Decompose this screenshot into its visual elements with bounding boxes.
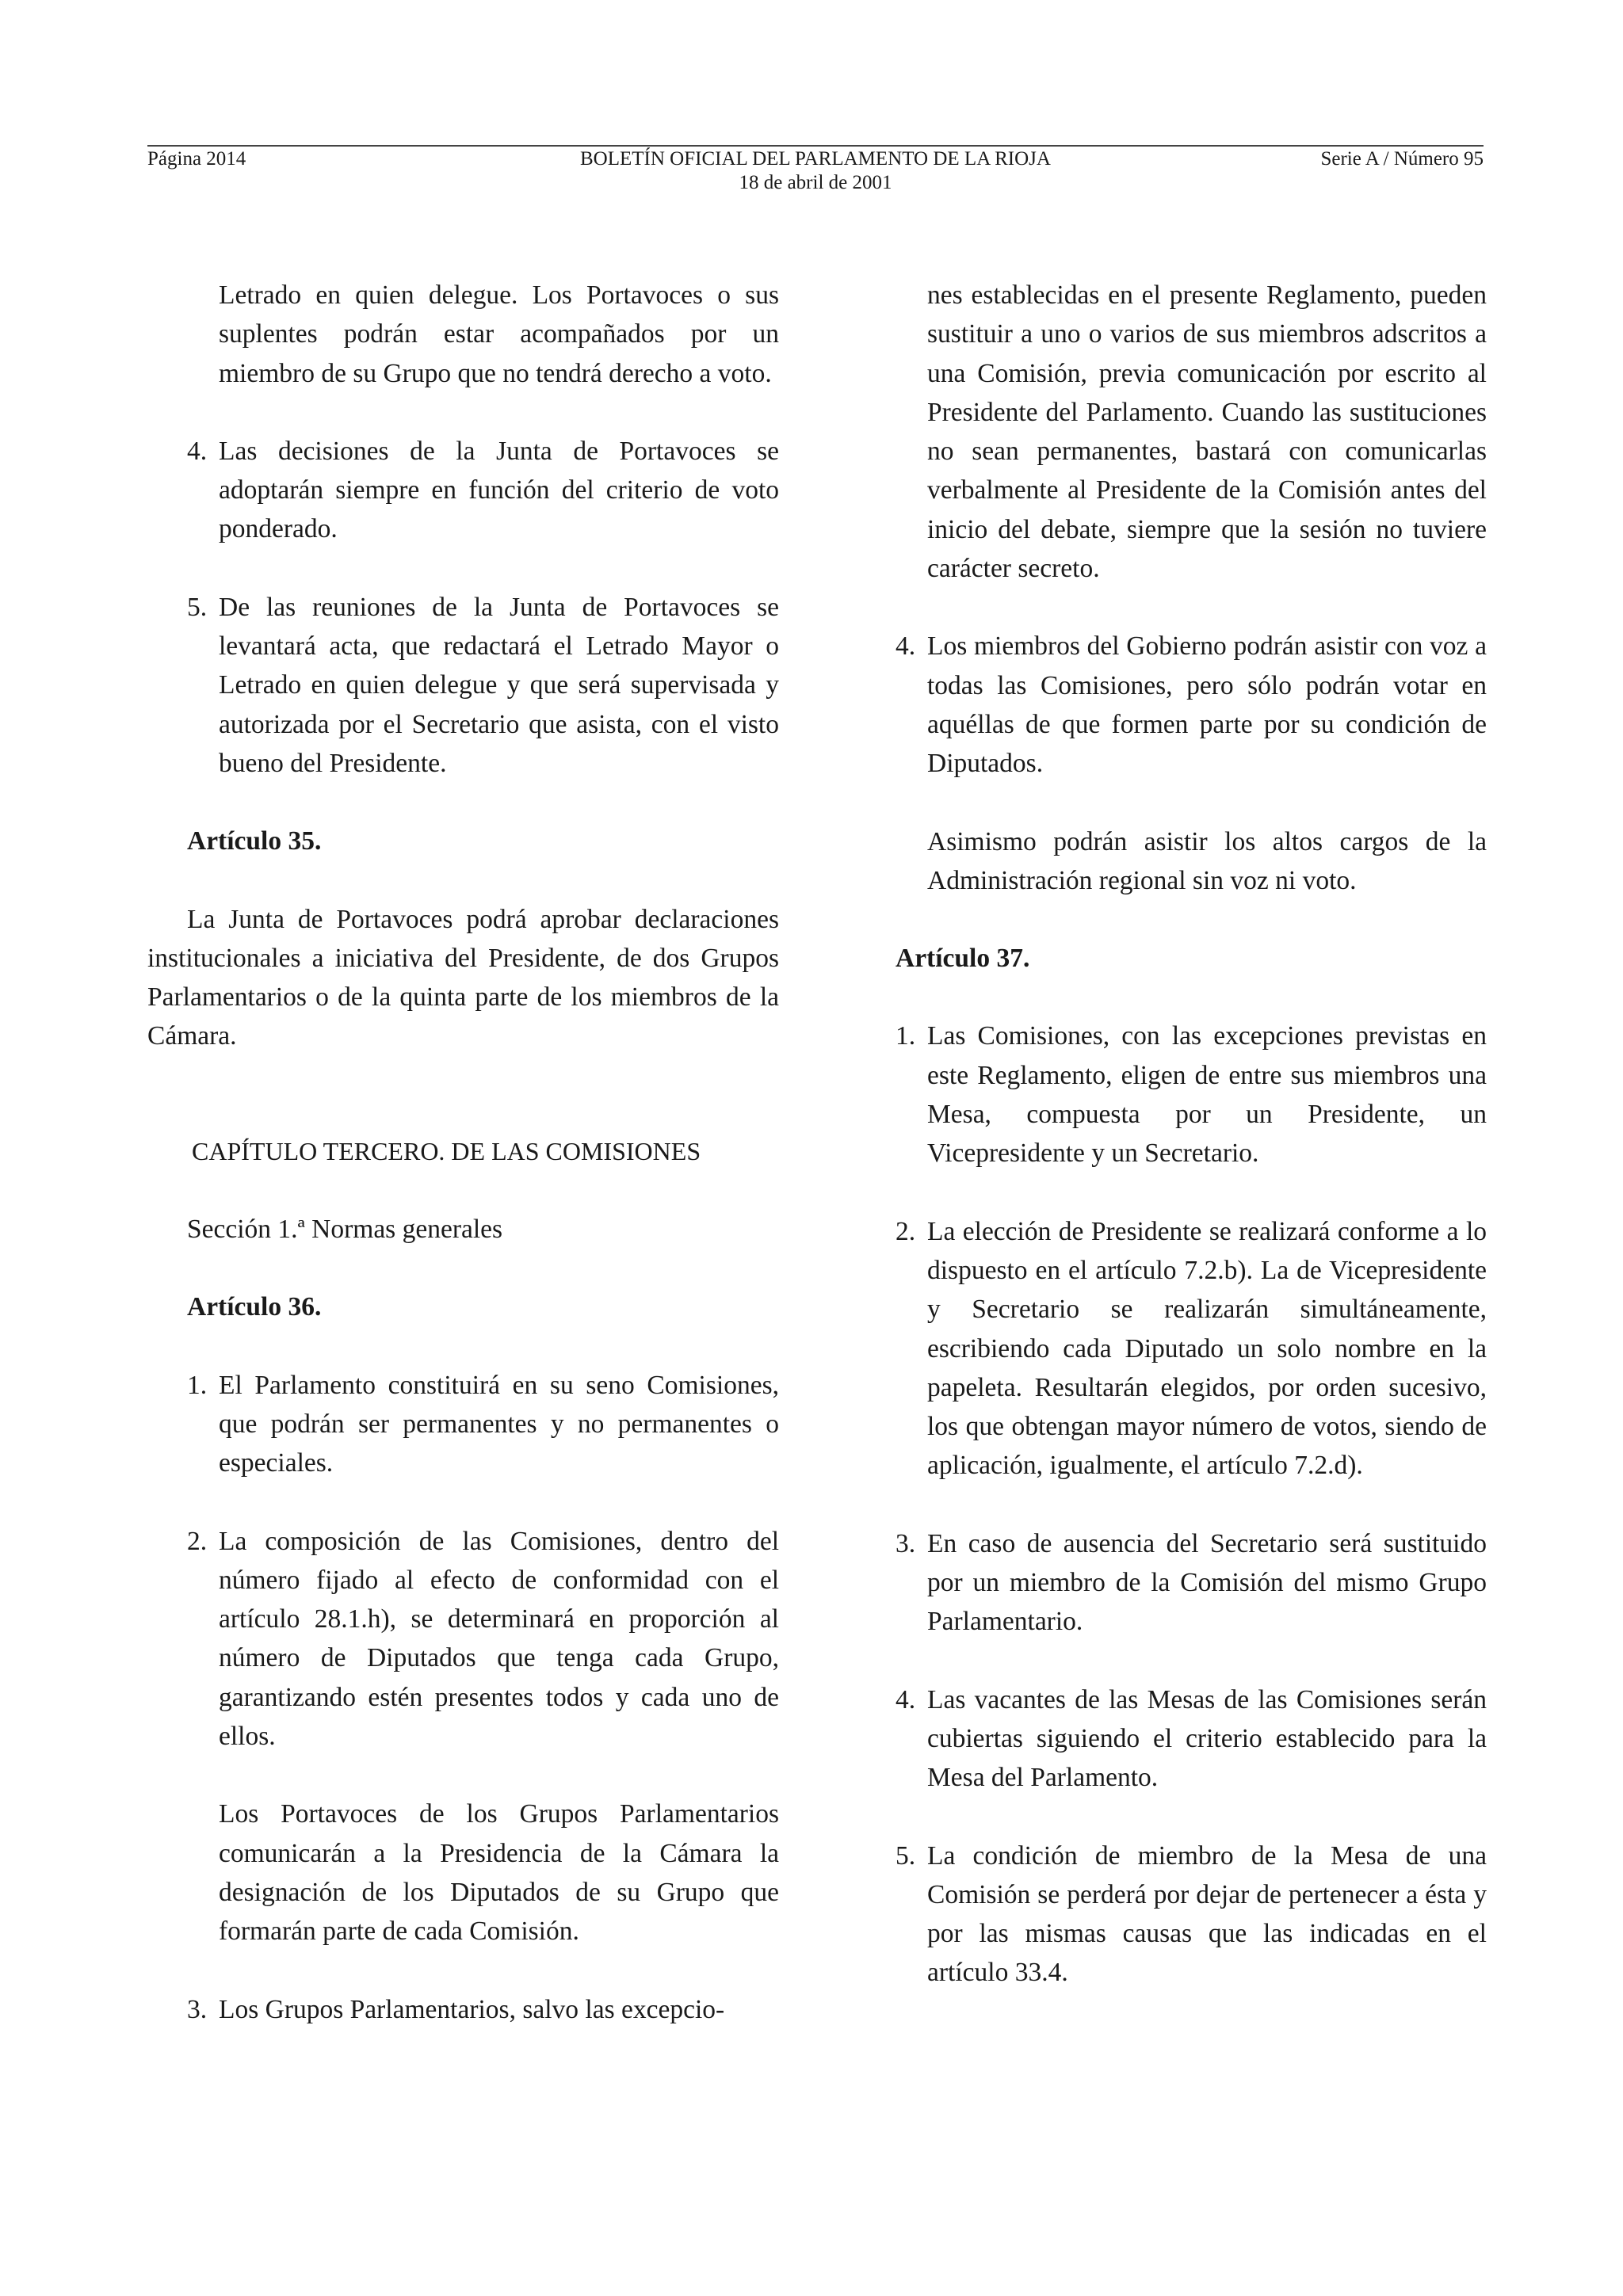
list-item [147,1990,779,2029]
article-heading: Artículo 35. [187,826,322,856]
item-text: Las Comisiones, con las excepciones previstas en este Reglamento, eligen de entre sus miembros una Mesa, compuesta por un Presidente, un Vicepresidente y un Secretario. [927,1021,1487,1169]
paragraph: Asimismo podrán asistir los altos cargos de la Administración regional sin voz ni voto. [927,826,1487,895]
item-text: De las reuniones de la Junta de Portavoces se levantará acta, que redactará el Letrado Mayor o Letrado en quien delegue y que será supervisada y autorizada por el Secretario que asista, con el visto bueno del Presidente. [219,592,779,778]
item-text: Los Grupos Parlamentarios, salvo las excepcio- [219,1994,725,2024]
item-number: 4. [187,436,208,466]
item-text: Las vacantes de las Mesas de las Comisiones serán cubiertas siguiendo el criterio establecido para la Mesa del Parlamento. [927,1684,1487,1793]
paragraph: nes establecidas en el presente Reglamento, pueden sustituir a uno o varios de sus miembros adscritos a una Comisión, previa comunicación por escrito al Presidente del Parlamento. Cuando las sustituciones no sean permanentes, bastará con comunicarlas verbalmente al Presidente de la Comisión antes del inicio del debate, siempre que la sesión no tuviere carácter secreto. [927,280,1487,584]
series-number: Serie A / Número 95 [1320,148,1484,170]
item-text: La condición de miembro de la Mesa de una Comisión se perderá por dejar de pertenecer a ésta y por las mismas causas que las indicadas en el artículo 33.4. [927,1840,1487,1988]
item-number: 4. [896,631,916,662]
item-text: La elección de Presidente se realizará conforme a lo dispuesto en el artículo 7.2.b). La de Vicepresidente y Secretario se realizarán simultáneamente, escribiendo cada Diputado un solo nombre en la papeleta. Resultarán elegidos, por orden sucesivo, los que obtengan mayor número de votos, siendo de aplicación, igualmente, el artículo 7.2.d). [927,1216,1487,1481]
item-number: 1. [896,1021,916,1051]
list-item [896,627,1487,783]
chapter-heading: CAPÍTULO TERCERO. DE LAS COMISIONES [192,1136,701,1165]
page-number: Página 2014 [147,148,246,170]
article-text: La Junta de Portavoces podrá aprobar declaraciones institucionales a iniciativa del Presidente, de dos Grupos Parlamentarios o de la quinta parte de los miembros de la Cámara. [147,904,779,1051]
paragraph: Letrado en quien delegue. Los Portavoces o sus suplentes podrán estar acompañados por un miembro de su Grupo que no tendrá derecho a voto. [219,280,779,388]
item-text: El Parlamento constituirá en su seno Comisiones, que podrán ser permanentes y no permanentes o especiales. [219,1370,779,1478]
article-heading: Artículo 37. [896,944,1030,974]
list-item [896,1212,1487,1486]
section-heading: Sección 1.ª Normas generales [187,1215,503,1245]
list-item [147,432,779,549]
item-text: Los miembros del Gobierno podrán asistir con voz a todas las Comisiones, pero sólo podrán votar en aquéllas de que formen parte por su condición de Diputados. [927,631,1487,779]
list-item [896,1836,1487,1993]
item-number: 3. [187,1994,208,2024]
list-item [896,1680,1487,1798]
bulletin-header [147,147,1484,195]
item-text: La composición de las Comisiones, dentro del número fijado al efecto de conformidad con el artículo 28.1.h), se determinará en proporción al número de Diputados que tenga cada Grupo, garantizando estén presentes todos y cada uno de ellos. [219,1526,779,1752]
list-item [147,1522,779,1756]
header-rule [147,145,1484,147]
bulletin-title: BOLETÍN OFICIAL DEL PARLAMENTO DE LA RIOJA [580,148,1051,170]
list-item [896,1524,1487,1642]
list-item [147,1366,779,1483]
item-number: 4. [896,1684,916,1714]
item-text: En caso de ausencia del Secretario será sustituido por un miembro de la Comisión del mismo Grupo Parlamentario. [927,1528,1487,1637]
bulletin-date: 18 de abril de 2001 [739,172,892,193]
item-number: 3. [896,1528,916,1558]
right-column [896,276,1487,1993]
item-number: 1. [187,1370,208,1400]
item-number: 2. [187,1526,208,1556]
list-item [147,588,779,783]
item-number: 2. [896,1216,916,1246]
item-text: Las decisiones de la Junta de Portavoces se adoptarán siempre en función del criterio de voto ponderado. [219,436,779,544]
item-number: 5. [187,592,208,622]
paragraph: Los Portavoces de los Grupos Parlamentarios comunicarán a la Presidencia de la Cámara la designación de los Diputados de su Grupo que formarán parte de cada Comisión. [219,1799,779,1947]
list-item [896,1016,1487,1173]
left-column [147,276,779,2029]
item-number: 5. [896,1840,916,1871]
article-heading: Artículo 36. [187,1292,322,1322]
